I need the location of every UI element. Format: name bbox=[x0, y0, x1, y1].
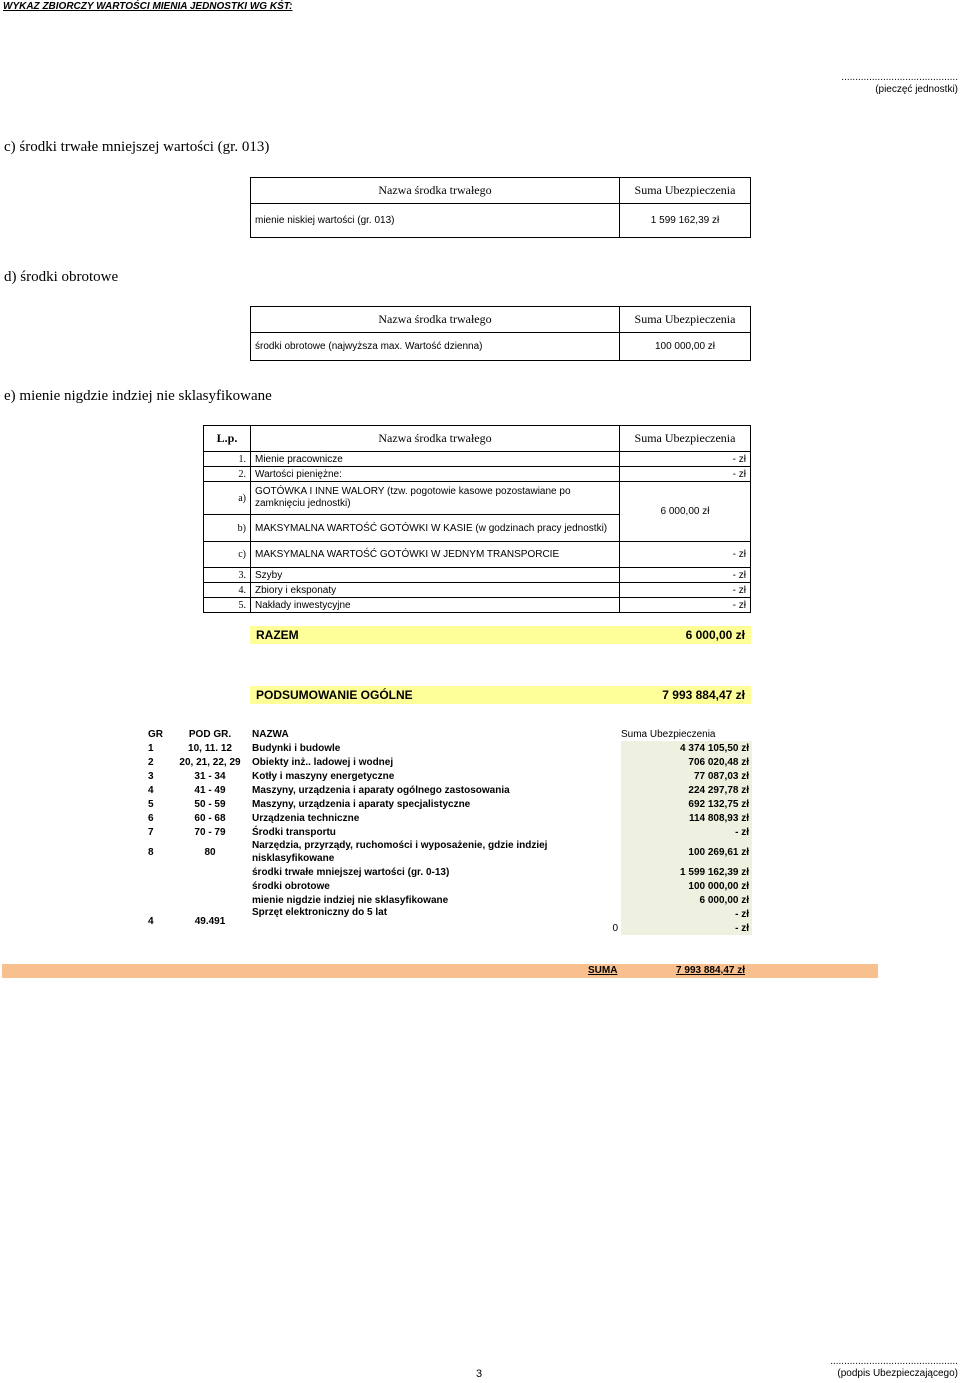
row-lp: 5. bbox=[204, 598, 251, 613]
suma-value: 7 993 884,47 zł bbox=[676, 965, 745, 976]
sub-value-c: - zł bbox=[620, 542, 751, 568]
row-lp: 1. bbox=[204, 452, 251, 467]
suma-label: SUMA bbox=[588, 965, 618, 976]
col-header-name: Nazwa środka trwałego bbox=[251, 307, 620, 333]
table-row: 3 31 - 34 Kotły i maszyny energetyczne 77 087,03 zł bbox=[143, 769, 752, 783]
overall-summary-label: PODSUMOWANIE OGÓLNE bbox=[256, 688, 413, 702]
signature-label: (podpis Ubezpieczającego) bbox=[837, 1368, 958, 1379]
table-row: środki trwałe mniejszej wartości (gr. 0-13) 1 599 162,39 zł bbox=[143, 865, 752, 879]
sub-name-b: MAKSYMALNA WARTOŚĆ GOTÓWKI W KASIE (w godzinach pracy jednostki) bbox=[251, 515, 620, 542]
table-row: 6 60 - 68 Urządzenia techniczne 114 808,93 zł bbox=[143, 811, 752, 825]
col-header-sum: Suma Ubezpieczenia bbox=[620, 178, 751, 204]
col-header-sum: Suma Ubezpieczenia bbox=[620, 426, 751, 452]
table-row: 8 80 Narzędzia, przyrządy, ruchomości i wyposażenie, gdzie indziej nisklasyfikowane 100 269,61 zł bbox=[143, 839, 752, 865]
row-name: Wartości pieniężne: bbox=[251, 467, 620, 482]
overall-summary-value: 7 993 884,47 zł bbox=[662, 688, 745, 702]
razem-value: 6 000,00 zł bbox=[685, 628, 745, 642]
row-value: 1 599 162,39 zł bbox=[620, 204, 751, 238]
section-c-table bbox=[250, 177, 751, 238]
stamp-line: .......................................... bbox=[841, 72, 958, 83]
table-row: 1 10, 11. 12 Budynki i budowle 4 374 105,50 zł bbox=[143, 741, 752, 755]
stamp-label: (pieczęć jednostki) bbox=[875, 84, 958, 95]
table-row: środki obrotowe 100 000,00 zł bbox=[143, 879, 752, 893]
table-row: 2 20, 21, 22, 29 Obiekty inż.. ladowej i wodnej 706 020,48 zł bbox=[143, 755, 752, 769]
section-d-table bbox=[250, 306, 751, 361]
signature-line: .............................................. bbox=[830, 1356, 958, 1367]
row-name: środki obrotowe (najwyższa max. Wartość dzienna) bbox=[251, 333, 620, 361]
razem-label: RAZEM bbox=[256, 628, 299, 642]
section-e-heading: e) mienie nigdzie indziej nie sklasyfikowane bbox=[4, 388, 272, 404]
row-name: Mienie pracownicze bbox=[251, 452, 620, 467]
summary-header-name: NAZWA bbox=[252, 728, 289, 740]
col-header-lp: L.p. bbox=[204, 426, 251, 452]
summary-header-gr: GR bbox=[148, 728, 163, 740]
sub-label-b: b) bbox=[204, 515, 251, 542]
table-row: 4 41 - 49 Maszyny, urządzenia i aparaty ogólnego zastosowania 224 297,78 zł bbox=[143, 783, 752, 797]
table-row: 7 70 - 79 Środki transportu - zł bbox=[143, 825, 752, 839]
summary-header-pod: POD GR. bbox=[188, 728, 232, 740]
row-value: - zł bbox=[620, 583, 751, 598]
section-e-table bbox=[203, 425, 751, 613]
sub-label-c: c) bbox=[204, 542, 251, 568]
row-value: - zł bbox=[620, 467, 751, 482]
section-d-heading: d) środki obrotowe bbox=[4, 269, 119, 285]
col-header-name: Nazwa środka trwałego bbox=[251, 178, 620, 204]
col-header-sum: Suma Ubezpieczenia bbox=[620, 307, 751, 333]
table-row: 0 - zł bbox=[143, 921, 752, 935]
page-number: 3 bbox=[476, 1368, 483, 1380]
row-lp: 4. bbox=[204, 583, 251, 598]
row-value: - zł bbox=[620, 452, 751, 467]
col-header-name: Nazwa środka trwałego bbox=[251, 426, 620, 452]
sub-label-a: a) bbox=[204, 482, 251, 515]
suma-bar bbox=[2, 964, 878, 978]
row-lp: 3. bbox=[204, 568, 251, 583]
overall-summary-bar bbox=[250, 686, 751, 704]
table-row: mienie nigdzie indziej nie sklasyfikowane 6 000,00 zł bbox=[143, 893, 752, 907]
row-value: 100 000,00 zł bbox=[620, 333, 751, 361]
row-name: mienie niskiej wartości (gr. 013) bbox=[251, 204, 620, 238]
razem-bar bbox=[250, 626, 751, 644]
row-value: - zł bbox=[620, 568, 751, 583]
sub-ab-value: 6 000,00 zł bbox=[620, 482, 751, 542]
sub-name-c: MAKSYMALNA WARTOŚĆ GOTÓWKI W JEDNYM TRANSPORCIE bbox=[251, 542, 620, 568]
row-name: Szyby bbox=[251, 568, 620, 583]
row-name: Nakłady inwestycyjne bbox=[251, 598, 620, 613]
document-title: WYKAZ ZBIORCZY WARTOŚCI MIENIA JEDNOSTKI WG KŚT: bbox=[3, 1, 293, 12]
sub-name-a: GOTÓWKA I INNE WALORY (tzw. pogotowie kasowe pozostawiane po zamknięciu jednostki) bbox=[251, 482, 620, 515]
summary-header-sum: Suma Ubezpieczenia bbox=[621, 728, 716, 740]
section-c-heading: c) środki trwałe mniejszej wartości (gr. 013) bbox=[4, 139, 270, 155]
summary-table bbox=[143, 727, 752, 935]
table-row: 5 50 - 59 Maszyny, urządzenia i aparaty specjalistyczne 692 132,75 zł bbox=[143, 797, 752, 811]
row-name: Zbiory i eksponaty bbox=[251, 583, 620, 598]
table-row: 4 49.491 Sprzęt elektroniczny do 5 lat - zł bbox=[143, 907, 752, 921]
row-lp: 2. bbox=[204, 467, 251, 482]
row-value: - zł bbox=[620, 598, 751, 613]
